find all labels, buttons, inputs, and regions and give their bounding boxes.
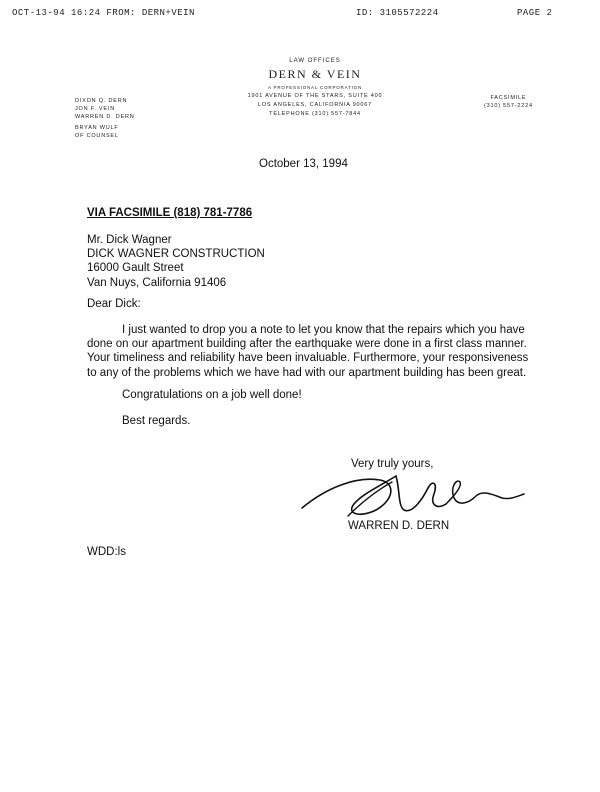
firm-name: DERN & VEIN [268,67,362,81]
attorney-name: WARREN D. DERN [75,114,135,120]
fax-page: PAGE 2 [517,8,553,18]
recipient-city: Van Nuys, California 91406 [87,276,227,289]
recipient-address [87,233,265,290]
fax-header [0,8,600,22]
best-regards-line: Best regards. [122,415,191,427]
fax-date-time-from: OCT-13-94 16:24 FROM: DERN+VEIN [12,8,195,18]
paragraph-line: done on our apartment building after the earthquake were done in a first class manner. [87,338,527,351]
congratulations-line: Congratulations on a job well done! [122,389,302,401]
attorney-name: DIXON Q. DERN [75,98,128,104]
reference-initials: WDD:ls [87,546,126,558]
of-counsel-name: BRYAN WULF [75,125,119,131]
recipient-street: 16000 Gault Street [87,262,184,275]
address-line-1: 1901 AVENUE OF THE STARS, SUITE 400 [247,93,383,99]
letterhead [230,58,400,119]
salutation: Dear Dick: [87,298,141,310]
fax-id: ID: 3105572224 [356,8,439,18]
facsimile-label: FACSIMILE [490,95,527,101]
paragraph-line: to any of the problems which we have had with our apartment building has been great. [87,366,527,379]
closing-line: Very truly yours, [351,458,434,470]
via-facsimile-line: VIA FACSIMILE (818) 781-7786 [87,207,253,219]
letter-date: October 13, 1994 [259,158,348,170]
signer-name: WARREN D. DERN [348,520,450,532]
of-counsel-label: OF COUNSEL [75,133,119,139]
letterhead-label: LAW OFFICES [289,58,341,64]
facsimile-number: (310) 557-2224 [484,103,533,109]
telephone-line: TELEPHONE (310) 557-7844 [269,111,361,117]
attorney-list [75,97,135,140]
recipient-name: Mr. Dick Wagner [87,234,172,246]
address-line-2: LOS ANGELES, CALIFORNIA 90067 [258,102,372,108]
paragraph-line: Your timeliness and reliability have been invaluable. Furthermore, your responsiveness [87,352,529,365]
facsimile-block [484,94,533,110]
body-paragraph [87,323,528,380]
recipient-company: DICK WAGNER CONSTRUCTION [87,248,265,261]
corporation-line: A PROFESSIONAL CORPORATION [267,85,363,90]
paragraph-line: I just wanted to drop you a note to let you know that the repairs which you have [122,324,525,336]
handwritten-signature [296,470,526,522]
attorney-name: JON F. VEIN [75,106,115,112]
